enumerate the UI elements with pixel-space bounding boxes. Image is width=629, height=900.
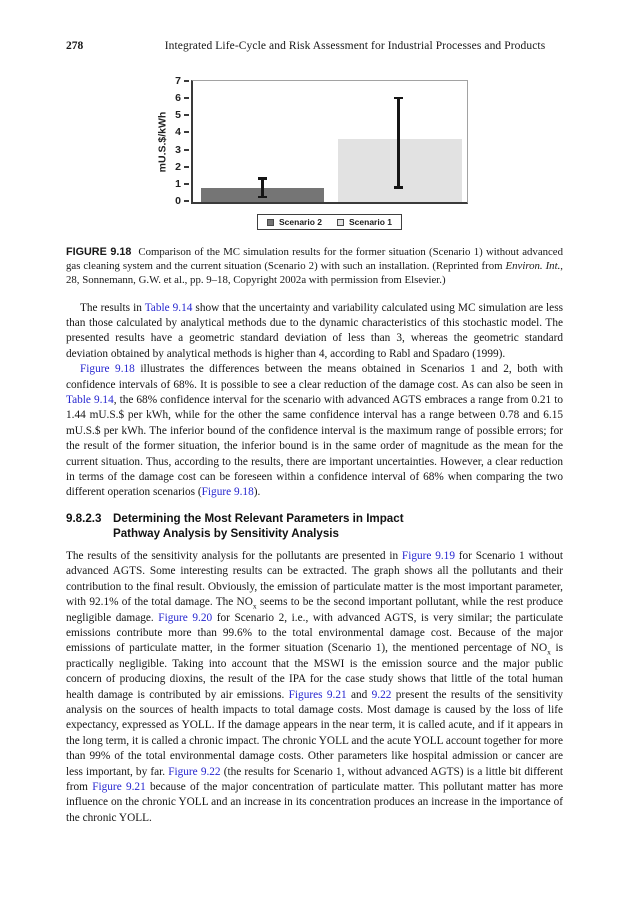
page-number: 278 [66,40,84,52]
error-cap-bottom [258,196,267,199]
figure-caption: FIGURE 9.18 Comparison of the MC simulation results for the former situation (Scenario 1) without advanced gas cleaning system and the current situation (Scenario 2) with such an installation. (Reprinted from Environ. Int., 28, Sonnemann, G.W. et al., pp. 9–18, Copyright 2002a with permission from Elsevier.) [66,246,563,287]
plot-area [175,75,468,207]
running-head [66,40,563,52]
y-tick-mark [184,200,189,202]
y-axis-label: mU.S.$/kWh [156,111,168,173]
paragraph-sensitivity-analysis: The results of the sensitivity analysis for the pollutants are presented in Figure 9.19 for Scenario 1 without advanced AGTS. Some interesting results can be extracted. The graph shows all the pollutants and their contribution to the final result. Obviously, the emission of particulate matter is the most important parameter, with 92.1% of the total damage. The $NO_x$ seems to be the second important pollutant, while the rest produce negligible damage. Figure 9.20 for Scenario 2, i.e., with advanced AGTS, is very similar; the particulate emissions contribute more than 99.6% to the total environmental damage cost. Because of the major emissions of particulate matter, in the former situation (Scenario 1), the mentioned percentage of $NO_x$ is practically negligible. Taking into account that the MSWI is the emission source and the major public concern of producing dioxins, the result of the IPA for the case study shows that little of the total human health damage is contributed by air emissions. Figures 9.21 and 9.22 present the results of the sensitivity analysis on the sources of health impacts to total damage costs. Most damage is caused by the loss of life expectancy, expressed as YOLL. If the damage appears in the near term, it is called acute, and if it appears in the long term, it is called a chronic impact. The chronic YOLL and the acute YOLL account together for more than 99% of the total environmental damage costs. Other parameters like hospital admission or cancer are less important, by far. Figure 9.22 (the results for Scenario 1, without advanced AGTS) is a little bit different from Figure 9.21 because of the major concentration of particulate matter. This pollutant matter has more influence on the chronic YOLL and an increase in its concentration produces an increase in the importance of the chronic YOLL. [66,549,564,824]
subscript-text: x [547,647,551,657]
y-tick-mark [184,149,189,151]
y-tick-mark [184,131,189,133]
chart-legend [257,214,402,230]
error-bar-scenario-2 [261,177,264,198]
error-cap-top [394,97,403,100]
cross-reference-link[interactable]: Table 9.14 [66,394,114,407]
cross-reference-link[interactable]: 9.22 [371,688,392,701]
running-title: Integrated Life-Cycle and Risk Assessment for Industrial Processes and Products [164,40,546,52]
cross-reference-link[interactable]: Figure 9.21 [92,780,146,793]
cross-reference-link[interactable]: Figure 9.18 [201,486,254,499]
subscript-text: x [252,601,257,611]
bar-scenario-1 [338,139,462,202]
cross-reference-link[interactable]: Figure 9.19 [401,549,455,562]
y-tick-label: 2 [175,160,181,173]
figure-caption-label: FIGURE 9.18 [66,246,132,258]
italic-text: Environ. Int. [505,260,561,273]
cross-reference-link[interactable]: Table 9.14 [144,301,193,314]
legend-item-scenario-1 [337,217,392,227]
cross-reference-link[interactable]: Figures 9.21 [288,688,347,701]
legend-row [191,214,468,230]
error-cap-top [258,177,267,180]
y-tick-label: 3 [175,143,181,156]
paragraph-figure-918: Figure 9.18 illustrates the differences between the means obtained in Scenarios 1 and 2, both with confidence intervals of 68%. It is possible to see a clear reduction of the damage cost. As can also be seen in Table 9.14, the 68% confidence interval for the scenario with advanced AGTS embraces a range from 0.21 to 1.44 mU.S.$ per kWh, while for the other the same confidence interval has a range between 0.78 and 6.15 mU.S.$ per kWh. The inferior bound of the confidence interval is the maximum range of possible errors; for the result of the former situation, the inferior bound is in the same order of magnitude as the mean for the current situation. Thus, according to the results, there are important uncertainties. However, a clear reduction in terms of the damage cost can be foreseen within a confidence interval of 68% when comparing the two different operation scenarios (Figure 9.18). [66,363,564,499]
y-tick-label: 6 [175,92,181,105]
legend-swatch-icon [337,219,344,226]
page-content [66,40,563,826]
y-tick-mark [184,183,189,185]
legend-swatch-icon [267,219,274,226]
figure-9-18-chart [66,57,563,233]
y-tick-label: 4 [175,126,181,139]
y-tick-label: 1 [175,177,181,190]
y-tick-label: 7 [175,75,181,87]
cross-reference-link[interactable]: Figure 9.18 [80,363,135,376]
error-bar-scenario-1 [397,97,400,189]
cross-reference-link[interactable]: Figure 9.22 [168,765,221,778]
error-cap-bottom [394,186,403,189]
legend-item-scenario-2 [267,217,322,227]
y-tick-mark [184,80,189,82]
y-tick-label: 5 [175,109,181,122]
cross-reference-link[interactable]: Figure 9.20 [158,611,213,624]
y-tick-mark [184,114,189,116]
section-title: Determining the Most Relevant Parameters in Impact Pathway Analysis by Sensitivity Analysis [113,511,404,541]
y-tick-label: 0 [175,195,181,207]
paragraph-results-table: The results in Table 9.14 show that the uncertainty and variability calculated using MC simulation are less than those calculated by analytical methods due to the dynamic characteristics of this stochastic model. The presented results have a geometric standard deviation of less than 3, whereas the geometric standard deviation obtained by analytical methods is higher than 4, according to Rabl and Spadaro (1999). [66,301,563,360]
legend-label: Scenario 1 [349,217,392,227]
section-number: 9.8.2.3 [66,511,102,525]
y-tick-mark [184,166,189,168]
section-heading-9-8-2-3 [66,511,563,542]
legend-label: Scenario 2 [279,217,322,227]
y-tick-mark [184,97,189,99]
